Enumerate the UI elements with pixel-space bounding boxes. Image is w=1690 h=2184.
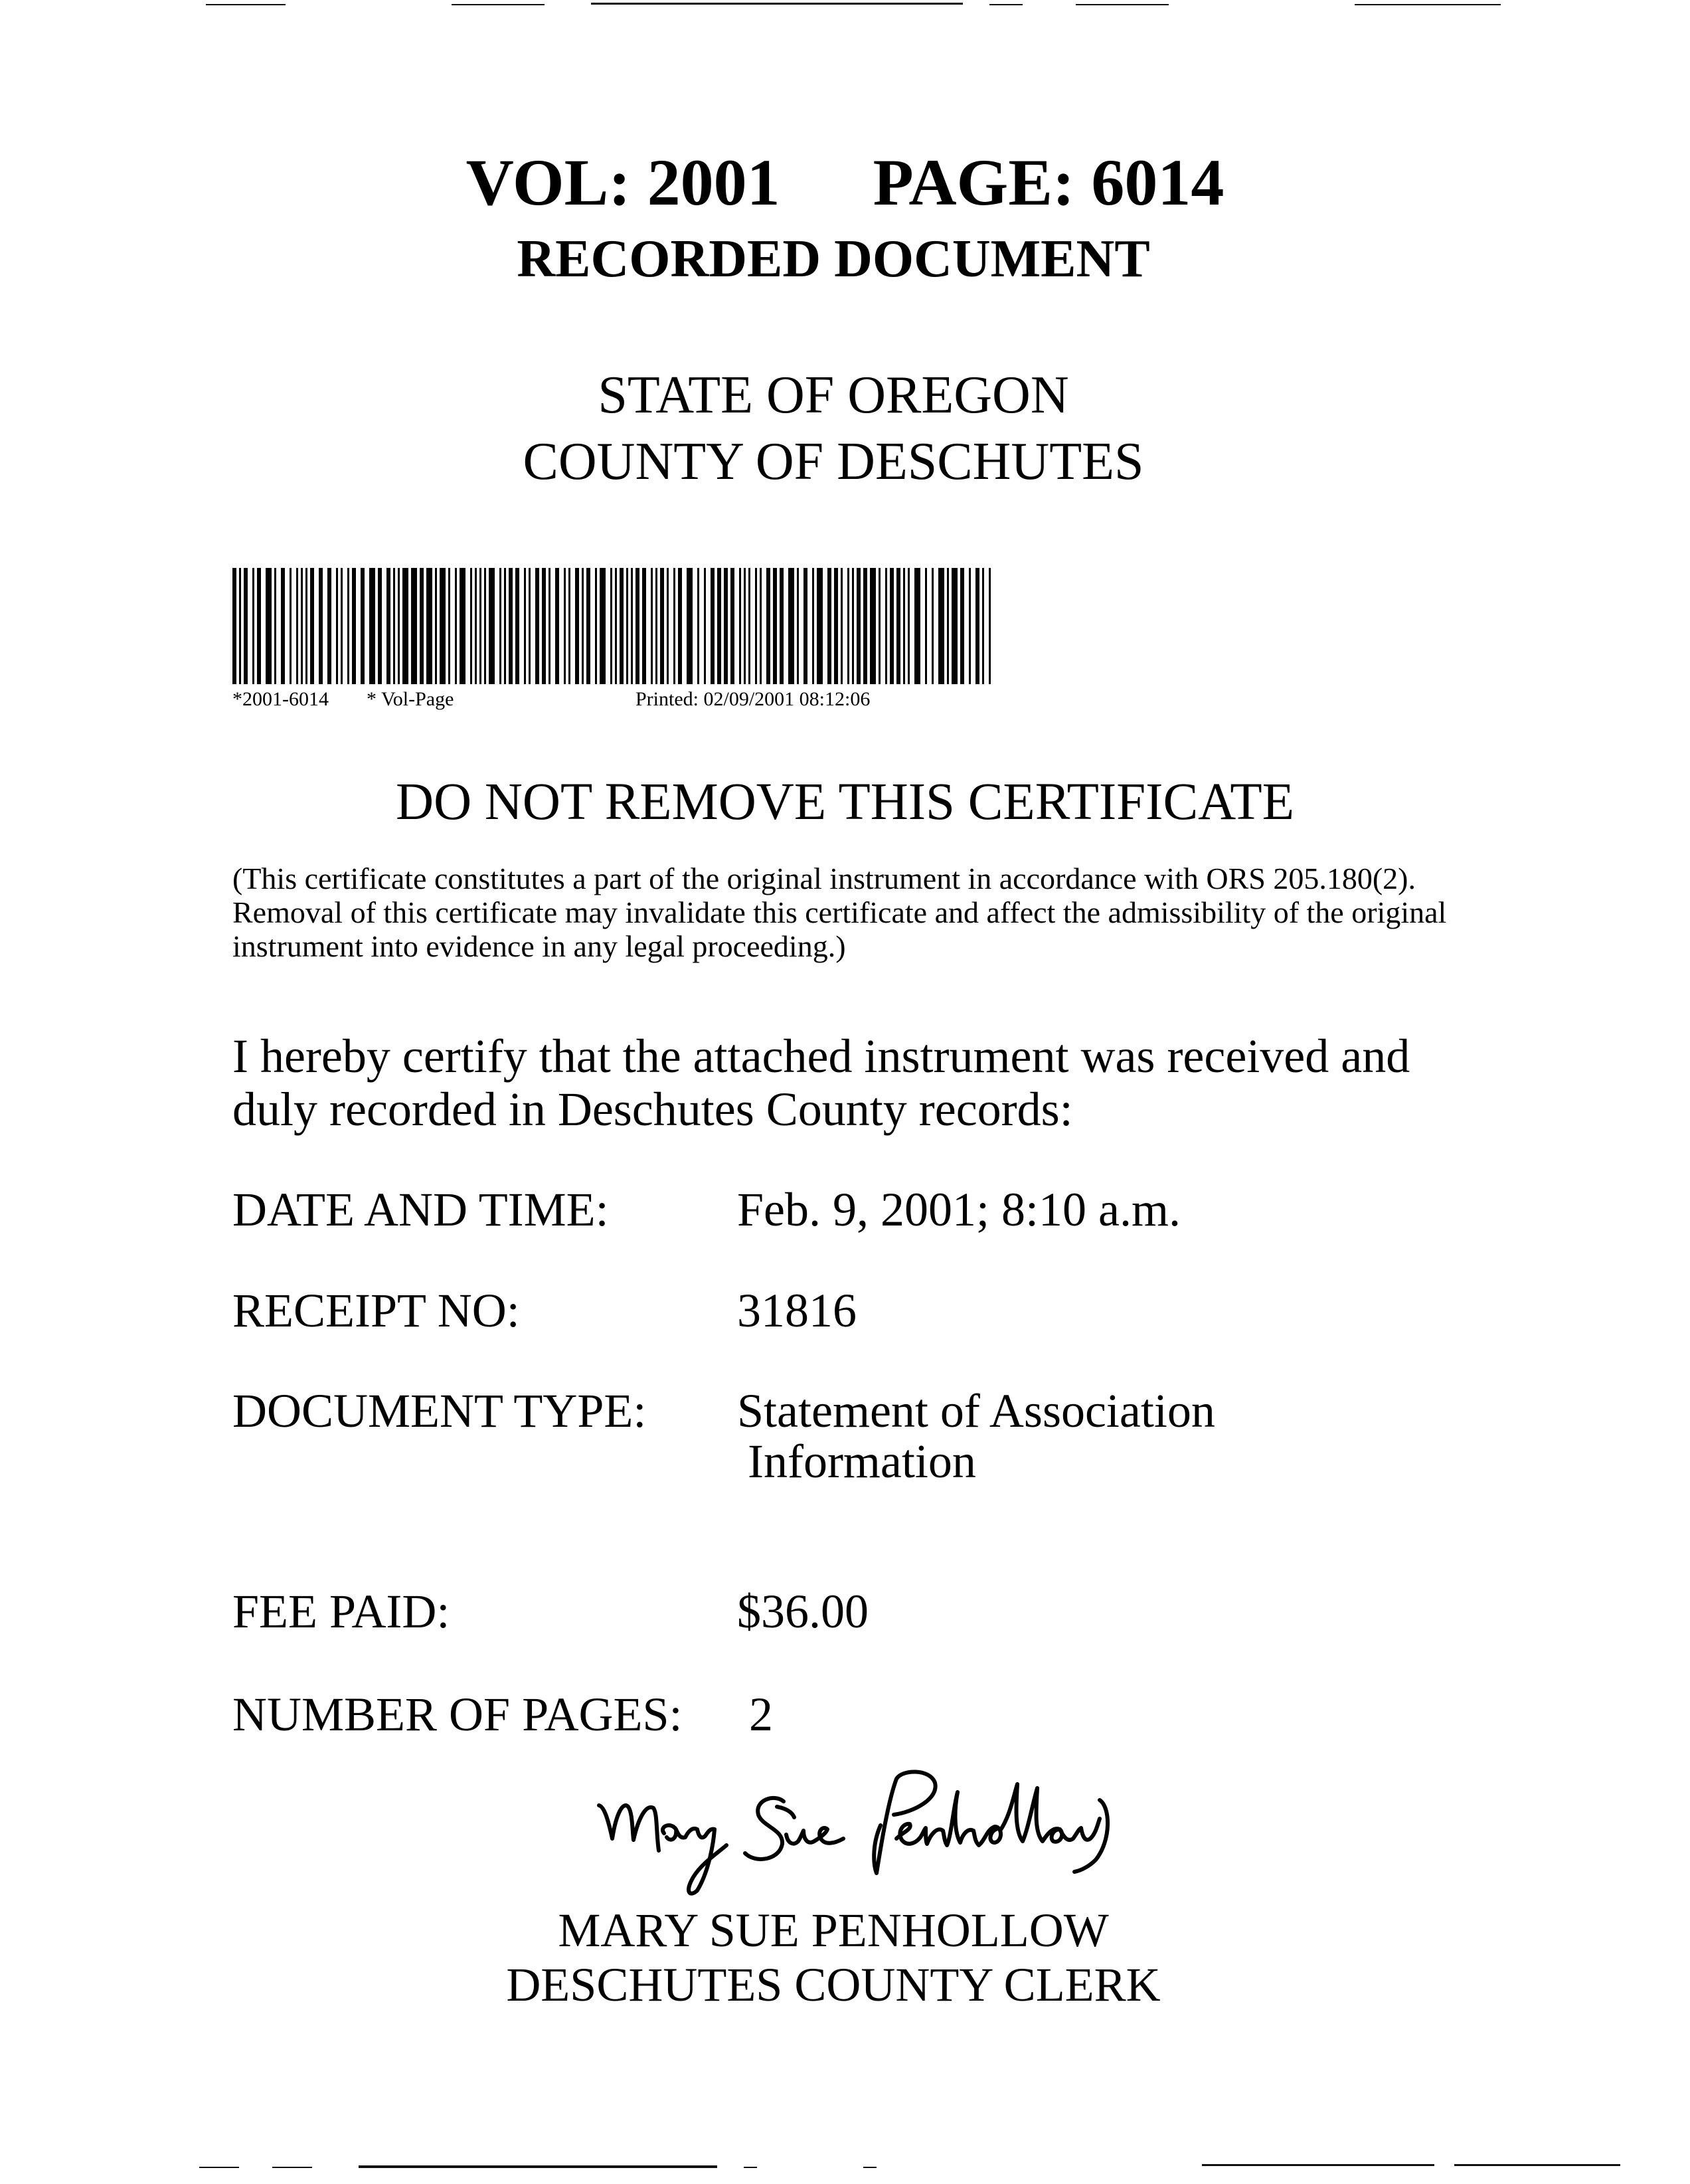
scan-edge-line (1355, 4, 1501, 5)
barcode-bar (542, 568, 546, 684)
barcode-bar (252, 568, 254, 684)
barcode-bar (863, 568, 867, 684)
barcode-bar (773, 568, 777, 684)
barcode-bar (788, 568, 794, 684)
barcode-bar (975, 568, 979, 684)
barcode-bar (455, 568, 457, 684)
document-type-value-line1: Statement of Association (737, 1384, 1215, 1437)
fee-paid-label: FEE PAID: (232, 1585, 450, 1638)
barcode-bar (549, 568, 550, 684)
barcode-bar (290, 568, 292, 684)
barcode-bar (766, 568, 770, 684)
barcode-bar (989, 568, 991, 684)
barcode-bar (336, 568, 338, 684)
barcode-bar (744, 568, 746, 684)
barcode-bar (281, 568, 285, 684)
barcode-bar (305, 568, 307, 684)
scan-edge-line (199, 2167, 239, 2168)
scan-edge-line (591, 3, 963, 5)
date-time-label: DATE AND TIME: (232, 1183, 609, 1236)
barcode-bar (827, 568, 831, 684)
clerk-signature (584, 1760, 1116, 1913)
barcode-bar (678, 568, 682, 684)
barcode-bar (582, 568, 584, 684)
barcode-bar (626, 568, 628, 684)
page-count-value: 2 (749, 1688, 773, 1741)
barcode-bar (697, 568, 699, 684)
barcode-bar (879, 568, 881, 684)
page-count-label: NUMBER OF PAGES: (232, 1688, 683, 1741)
barcode-bar (730, 568, 734, 684)
barcode-bar (717, 568, 721, 684)
barcode-bar (667, 568, 669, 684)
barcode-bar (760, 568, 762, 684)
barcode-bar (411, 568, 417, 684)
volume-number: VOL: 2001 (465, 145, 780, 219)
barcode-bar (420, 568, 424, 684)
barcode-bar (244, 568, 248, 684)
barcode-bar (595, 568, 597, 684)
barcode-bar (470, 568, 472, 684)
barcode-bar (885, 568, 887, 684)
barcode-bar (896, 568, 900, 684)
scan-edge-line (206, 4, 286, 5)
scan-edge-line (744, 2167, 757, 2168)
barcode-bar (257, 568, 261, 684)
fee-paid-value: $36.00 (737, 1585, 869, 1638)
barcode-bar (274, 568, 276, 684)
barcode-bar (660, 568, 664, 684)
barcode-bar (529, 568, 531, 684)
barcode-bar (982, 568, 984, 684)
barcode-bar (232, 568, 236, 684)
barcode-bar (460, 568, 465, 684)
document-type-label: DOCUMENT TYPE: (232, 1384, 647, 1437)
barcode-bar (361, 568, 365, 684)
barcode-bar (952, 568, 958, 684)
barcode-bar (301, 568, 303, 684)
scan-edge-line (452, 4, 545, 5)
barcode-bar (969, 568, 971, 684)
barcode-bar (386, 568, 390, 684)
barcode-bar (586, 568, 590, 684)
barcode-bar (651, 568, 653, 684)
barcode-bar (393, 568, 395, 684)
barcode-bar (635, 568, 639, 684)
scan-edge-line (272, 2167, 312, 2168)
barcode-bar (673, 568, 675, 684)
barcode-bar (448, 568, 450, 684)
barcode-bar (327, 568, 331, 684)
scan-edge-line (1076, 4, 1169, 5)
barcode-bar (555, 568, 559, 684)
barcode-bar (938, 568, 944, 684)
barcode-bar (610, 568, 612, 684)
barcode-bar (932, 568, 934, 684)
barcode-bar (435, 568, 437, 684)
barcode-bar (903, 568, 905, 684)
barcode-bar (847, 568, 849, 684)
receipt-number-value: 31816 (737, 1284, 857, 1337)
barcode-bar (857, 568, 861, 684)
barcode-number: *2001-6014 (232, 688, 329, 710)
barcode-bar (499, 568, 501, 684)
barcode-bar (568, 568, 570, 684)
barcode-bar (739, 568, 741, 684)
clerk-name: MARY SUE PENHOLLOW (558, 1904, 1109, 1957)
barcode-bar (925, 568, 927, 684)
barcode-bar (960, 568, 964, 684)
barcode-bar (398, 568, 400, 684)
date-time-value: Feb. 9, 2001; 8:10 a.m. (737, 1183, 1181, 1236)
barcode-bar (711, 568, 715, 684)
clerk-title: DESCHUTES COUNTY CLERK (506, 1958, 1161, 2011)
barcode-bar (620, 568, 624, 684)
barcode-bar (266, 568, 272, 684)
barcode-bar (475, 568, 477, 684)
scan-edge-line (989, 4, 1023, 5)
receipt-number-label: RECEIPT NO: (232, 1284, 520, 1337)
barcode-bar (600, 568, 606, 684)
barcode-bar (440, 568, 446, 684)
barcode-bar (890, 568, 894, 684)
barcode-bar (310, 568, 314, 684)
barcode-bar (852, 568, 854, 684)
scan-edge-line (863, 2167, 877, 2168)
scan-edge-line (1202, 2164, 1434, 2166)
barcode-bar (755, 568, 757, 684)
barcode-bar (655, 568, 657, 684)
barcode-bar (575, 568, 579, 684)
recorded-document-title: RECORDED DOCUMENT (517, 230, 1150, 288)
barcode-bar (509, 568, 513, 684)
barcode-bar (780, 568, 784, 684)
barcode-bar (631, 568, 633, 684)
barcode-bar (724, 568, 728, 684)
certificate-notice-text: (This certificate constitutes a part of the original instrument in accordance with ORS 205.180(2). Removal of this certificate may invalidate this certificate and affect the admissibility of the original instrument into evidence in any legal proceeding.) (232, 862, 1447, 963)
certification-statement: I hereby certify that the attached instrument was received and duly recorded in Deschutes County records: (232, 1030, 1410, 1136)
barcode-bar (870, 568, 876, 684)
barcode-bar (704, 568, 706, 684)
barcode-bar (947, 568, 949, 684)
barcode-type: * Vol-Page (367, 688, 454, 710)
barcode-bar (615, 568, 617, 684)
barcode (232, 568, 996, 684)
barcode-bar (239, 568, 241, 684)
barcode-bar (296, 568, 298, 684)
vol-page-heading (0, 145, 1690, 219)
barcode-bar (504, 568, 506, 684)
do-not-remove-heading: DO NOT REMOVE THIS CERTIFICATE (396, 773, 1294, 831)
barcode-bar (479, 568, 481, 684)
barcode-bar (687, 568, 693, 684)
barcode-bar (319, 568, 323, 684)
barcode-bar (642, 568, 646, 684)
barcode-bar (352, 568, 356, 684)
barcode-bar (426, 568, 432, 684)
barcode-bar (564, 568, 566, 684)
printed-timestamp: Printed: 02/09/2001 08:12:06 (635, 688, 871, 710)
barcode-bar (797, 568, 799, 684)
barcode-bar (484, 568, 486, 684)
barcode-bar (908, 568, 910, 684)
barcode-bar (535, 568, 539, 684)
barcode-bar (347, 568, 349, 684)
barcode-bar (803, 568, 807, 684)
barcode-bar (841, 568, 843, 684)
barcode-bar (817, 568, 823, 684)
barcode-bar (515, 568, 519, 684)
barcode-bar (369, 568, 375, 684)
barcode-bar (524, 568, 526, 684)
barcode-bar (489, 568, 495, 684)
page-number: PAGE: 6014 (873, 145, 1225, 219)
county-name: COUNTY OF DESCHUTES (523, 432, 1144, 491)
barcode-bar (812, 568, 814, 684)
state-name: STATE OF OREGON (598, 366, 1069, 424)
barcode-bar (748, 568, 750, 684)
scan-edge-line (1454, 2164, 1620, 2166)
barcode-bar (914, 568, 920, 684)
barcode-bar (402, 568, 408, 684)
barcode-bar (834, 568, 838, 684)
scan-edge-line (359, 2165, 717, 2168)
barcode-bar (341, 568, 343, 684)
barcode-bar (378, 568, 382, 684)
document-type-value-line2: Information (748, 1435, 976, 1488)
